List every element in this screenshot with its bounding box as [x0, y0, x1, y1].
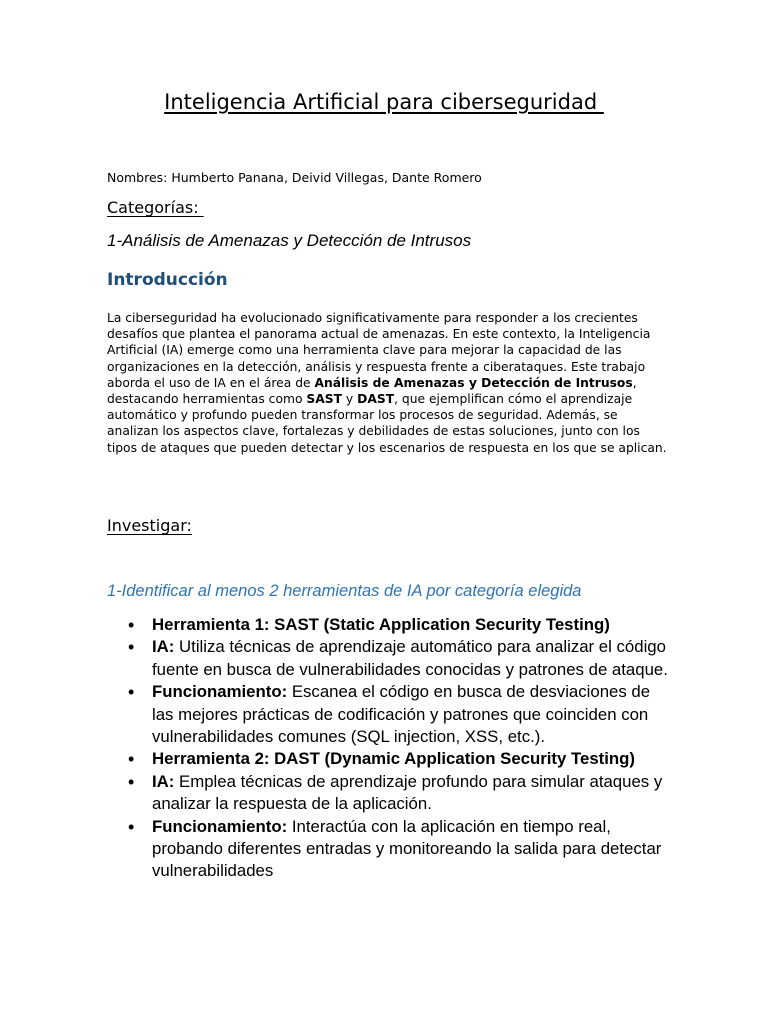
intro-bold-analysis: Análisis de Amenazas y Detección de Intrusos — [314, 375, 633, 390]
list-item-label: IA: — [152, 771, 175, 791]
categories-heading: Categorías: — [107, 198, 204, 217]
list-item — [152, 614, 672, 636]
investigar-heading: Investigar: — [107, 516, 192, 535]
intro-heading: Introducción — [107, 270, 228, 290]
intro-text-part3: y — [342, 392, 358, 407]
list-item-label: Funcionamiento: — [152, 682, 288, 702]
list-item — [152, 681, 672, 748]
tool-list — [152, 614, 672, 883]
list-item — [152, 771, 672, 816]
list-item-label: IA: — [152, 637, 175, 657]
list-item — [152, 816, 672, 883]
intro-bold-dast: DAST — [357, 392, 395, 407]
list-item-text: Utiliza técnicas de aprendizaje automático para analizar el código fuente en busca de vulnerabilidades conocidas y patrones de ataque. — [152, 637, 668, 679]
list-item-label: Herramienta 1: SAST (Static Application Security Testing) — [152, 615, 610, 634]
list-item-label: Funcionamiento: — [152, 816, 288, 836]
intro-bold-sast: SAST — [306, 392, 342, 407]
author-names: Nombres: Humberto Panana, Deivid Villegas, Dante Romero — [107, 170, 482, 185]
intro-text-part1: La ciberseguridad ha evolucionado significativamente para responder a los crecientes desafíos que plantea el panorama actual de amenazas. En este contexto, la Inteligencia Artificial (IA) emerge como una herramienta clave para mejorar la capacidad de las organizaciones en la detección, análisis y respuesta frente a ciberataques. Este trabajo aborda el uso de IA en el área de — [107, 311, 651, 390]
list-item — [152, 748, 672, 770]
list-item-text: Interactúa con la aplicación en tiempo real, probando diferentes entradas y monitoreando la salida para detectar vulnerabilidades — [152, 816, 662, 881]
list-item — [152, 636, 672, 681]
intro-text-part4: , que ejemplifican cómo el aprendizaje automático y profundo pueden transformar los procesos de seguridad. Además, se analizan los aspectos clave, fortalezas y debilidades de estas soluciones, junto con los tipos de ataques que pueden detectar y los escenarios de respuesta en los que se aplican. — [107, 392, 667, 455]
list-item-text: Escanea el código en busca de desviaciones de las mejores prácticas de codificación y patrones que coinciden con vulnerabilidades comunes (SQL injection, XSS, etc.). — [152, 682, 651, 747]
list-item-text: Emplea técnicas de aprendizaje profundo para simular ataques y analizar la respuesta de la aplicación. — [152, 771, 663, 814]
document-title: Inteligencia Artificial para ciberseguridad — [164, 90, 604, 114]
task-heading: 1-Identificar al menos 2 herramientas de IA por categoría elegida — [107, 582, 582, 600]
intro-text-part2: , destacando herramientas como — [107, 375, 637, 407]
intro-paragraph — [107, 310, 667, 456]
category-item: 1-Análisis de Amenazas y Detección de Intrusos — [107, 231, 472, 250]
list-item-label: Herramienta 2: DAST (Dynamic Application Security Testing) — [152, 749, 636, 769]
